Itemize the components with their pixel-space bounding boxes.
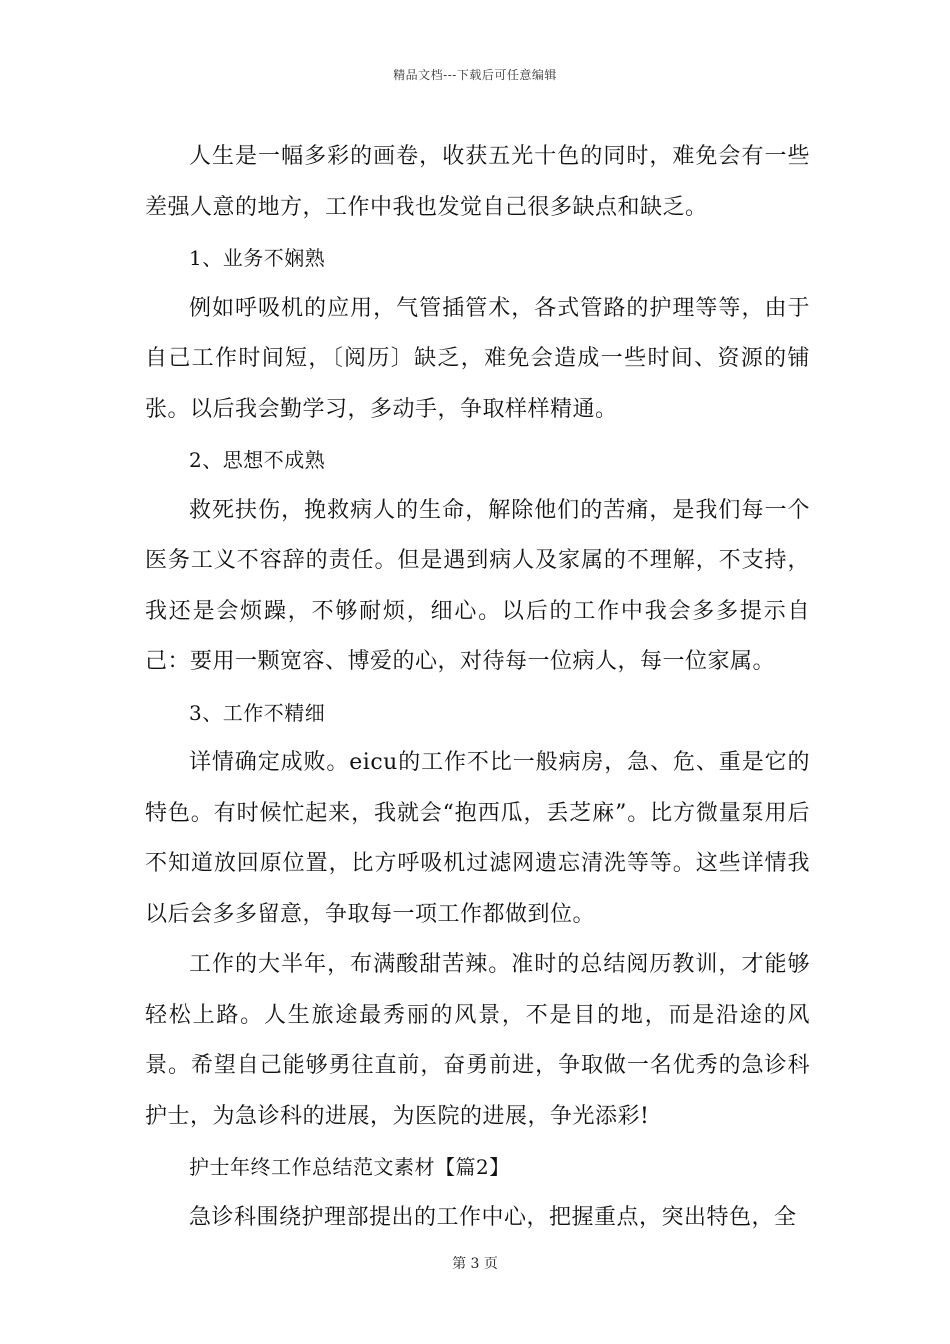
section-heading-3: 3、工作不精细 <box>189 700 326 725</box>
paragraph-article2-start: 急诊科围绕护理部提出的工作中心，把握重点，突出特色，全 <box>189 1204 797 1230</box>
page-number: 第 3 页 <box>452 1256 498 1272</box>
section-heading-2: 2、思想不成熟 <box>189 448 326 472</box>
paragraph-mindset: 救死扶伤，挽救病人的生命，解除他们的苦痛，是我们每一个医务工义不容辞的责任。但是遇到病人及家属的不理解，不支持，我还是会烦躁，不够耐烦，细心。以后的工作中我会多多提示自己：要用一颗宽容、博爱的心，对待每一位病人，每一位家属。 <box>145 497 810 674</box>
paragraph-business: 例如呼吸机的应用，气管插管术，各式管路的护理等等，由于自己工作时间短，〔阅历〕缺乏，难免会造成一些时间、资源的铺张。以后我会勤学习，多动手，争取样样精通。 <box>145 295 810 422</box>
section-heading-1: 1、业务不娴熟 <box>189 246 326 270</box>
document-body <box>145 132 810 1243</box>
paragraph-details: 详情确定成败。eicu的工作不比一般病房，急、危、重是它的特色。有时候忙起来，我就会“抱西瓜，丢芝麻”。比方微量泵用后不知道放回原位置，比方呼吸机过滤网遗忘清洗等等。这些详情我以后会多多留意，争取每一项工作都做到位。 <box>145 750 810 927</box>
page-header: 精品文档---下载后可任意编辑 <box>393 68 557 82</box>
paragraph-intro: 人生是一幅多彩的画卷，收获五光十色的同时，难免会有一些差强人意的地方，工作中我也发觉自己很多缺点和缺乏。 <box>145 144 810 220</box>
article-title-2: 护士年终工作总结范文素材【篇2】 <box>189 1155 510 1179</box>
paragraph-conclusion: 工作的大半年，布满酸甜苦辣。准时的总结阅历教训，才能够轻松上路。人生旅途最秀丽的风景，不是目的地，而是沿途的风景。希望自己能够勇往直前，奋勇前进，争取做一名优秀的急诊科护士，为急诊科的进展，为医院的进展，争光添彩! <box>145 952 810 1129</box>
